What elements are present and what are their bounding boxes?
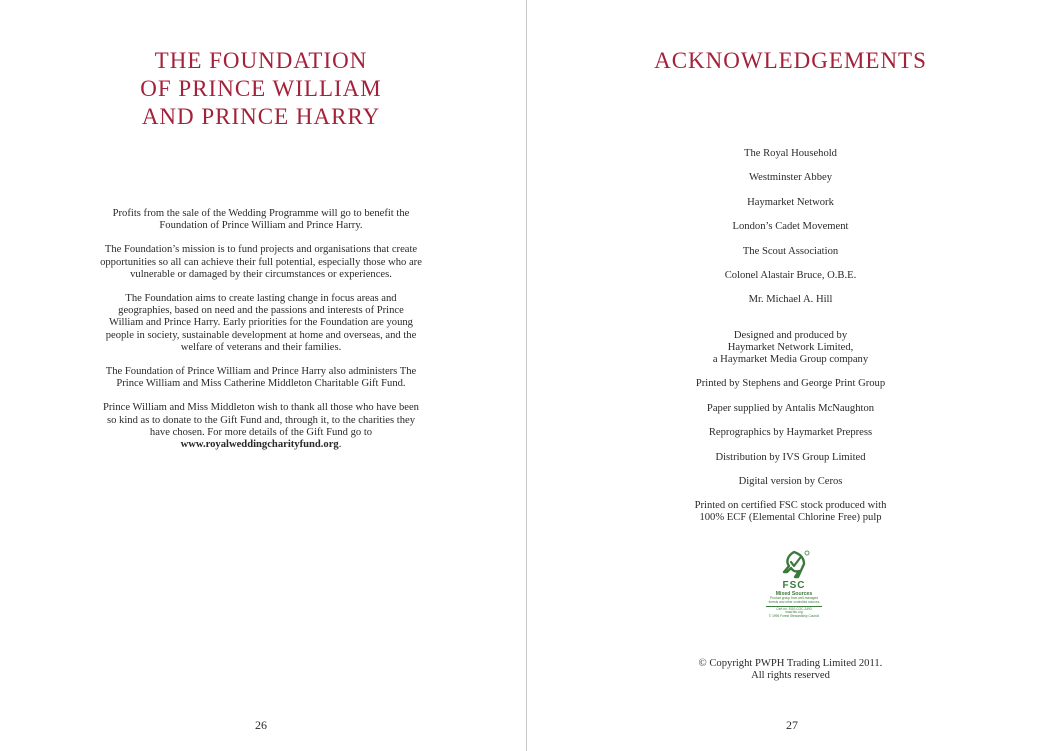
acknowledgements-title: ACKNOWLEDGEMENTS [654, 48, 927, 73]
printed-by-credit: Printed by Stephens and George Print Group [695, 378, 886, 390]
page-number-right: 27 [786, 718, 798, 732]
page-number-left: 26 [255, 718, 267, 732]
thanks-period: . [338, 439, 342, 451]
printed-on-line-2: 100% ECF (Elemental Chlorine Free) pulp [699, 512, 882, 524]
ack-item: Mr. Michael A. Hill [748, 294, 833, 306]
paragraph-mission: The Foundation’s mission is to fund projects and organisations that create opportunities so all can achieve their full potential, especially those who are vulnerable or damaged by their circumstances or experiences. [100, 244, 422, 280]
thanks-text: Prince William and Miss Middleton wish to thank all those who have been so kind as to donate to the Gift Fund and, through it, to the charities they have chosen. For more details of the Gift Fund go to [103, 402, 419, 438]
copyright-notice [527, 658, 1054, 682]
fsc-fine-line-2: forests and other controlled sources [768, 599, 820, 604]
foundation-title-line-1: THE FOUNDATION [154, 48, 368, 73]
production-credits [527, 330, 1054, 537]
gift-fund-link[interactable]: www.royalweddingcharityfund.org [180, 439, 339, 451]
designed-by-credit [527, 330, 1054, 366]
foundation-title [0, 47, 522, 131]
paper-supplied-credit: Paper supplied by Antalis McNaughton [706, 402, 875, 414]
ack-item: London’s Cadet Movement [732, 221, 849, 233]
paragraph-thanks [100, 402, 422, 451]
designed-by-line-1: Designed and produced by [733, 330, 848, 341]
digital-version-credit: Digital version by Ceros [738, 475, 843, 487]
fsc-site: www.fsc.org [785, 610, 803, 615]
ack-item: Colonel Alastair Bruce, O.B.E. [724, 269, 857, 281]
printed-on-credit [527, 500, 1054, 524]
acknowledgements-list [527, 146, 1054, 317]
ack-item: Westminster Abbey [748, 172, 832, 184]
foundation-title-line-3: AND PRINCE HARRY [141, 104, 381, 129]
fsc-mixed-sources: Mixed Sources [775, 591, 813, 597]
fsc-cert-no: Cert no. SGS-COC-2493 [776, 606, 812, 611]
fsc-copyright: © 1996 Forest Stewardship Council [768, 614, 820, 619]
paragraph-profits: Profits from the sale of the Wedding Programme will go to benefit the Foundation of Prince William and Prince Harry. [112, 208, 410, 232]
printed-on-line-1: Printed on certified FSC stock produced with [694, 500, 887, 512]
left-page [0, 0, 526, 751]
foundation-body [100, 208, 422, 463]
designed-by-line-3: a Haymarket Media Group company [712, 354, 869, 365]
ack-item: The Scout Association [742, 245, 839, 257]
right-page [527, 0, 1054, 751]
copyright-line-2: All rights reserved [751, 670, 830, 681]
paragraph-aims: The Foundation aims to create lasting change in focus areas and geographies, based on need and the passions and interests of Prince William and Prince Harry. Early priorities for the Foundation are young people in society, sustainable development at home and overseas, and the welfare of veterans and their families. [105, 293, 417, 353]
copyright-line-1: © Copyright PWPH Trading Limited 2011. [698, 658, 883, 669]
fsc-fine-line-1: Product group from well-managed [769, 596, 818, 600]
foundation-title-line-2: OF PRINCE WILLIAM [140, 76, 382, 101]
fsc-logo [764, 550, 824, 628]
distribution-credit: Distribution by IVS Group Limited [715, 451, 866, 463]
ack-item: Haymarket Network [747, 196, 834, 208]
designed-by-line-2: Haymarket Network Limited, [727, 342, 854, 353]
ack-item: The Royal Household [744, 148, 837, 159]
paragraph-administers: The Foundation of Prince William and Prince Harry also administers The Prince William and Miss Catherine Middleton Charitable Gift Fund. [105, 366, 417, 390]
fsc-tree-check-icon [778, 550, 810, 580]
reprographics-credit: Reprographics by Haymarket Prepress [708, 427, 873, 439]
fsc-wordmark: FSC [782, 580, 806, 591]
